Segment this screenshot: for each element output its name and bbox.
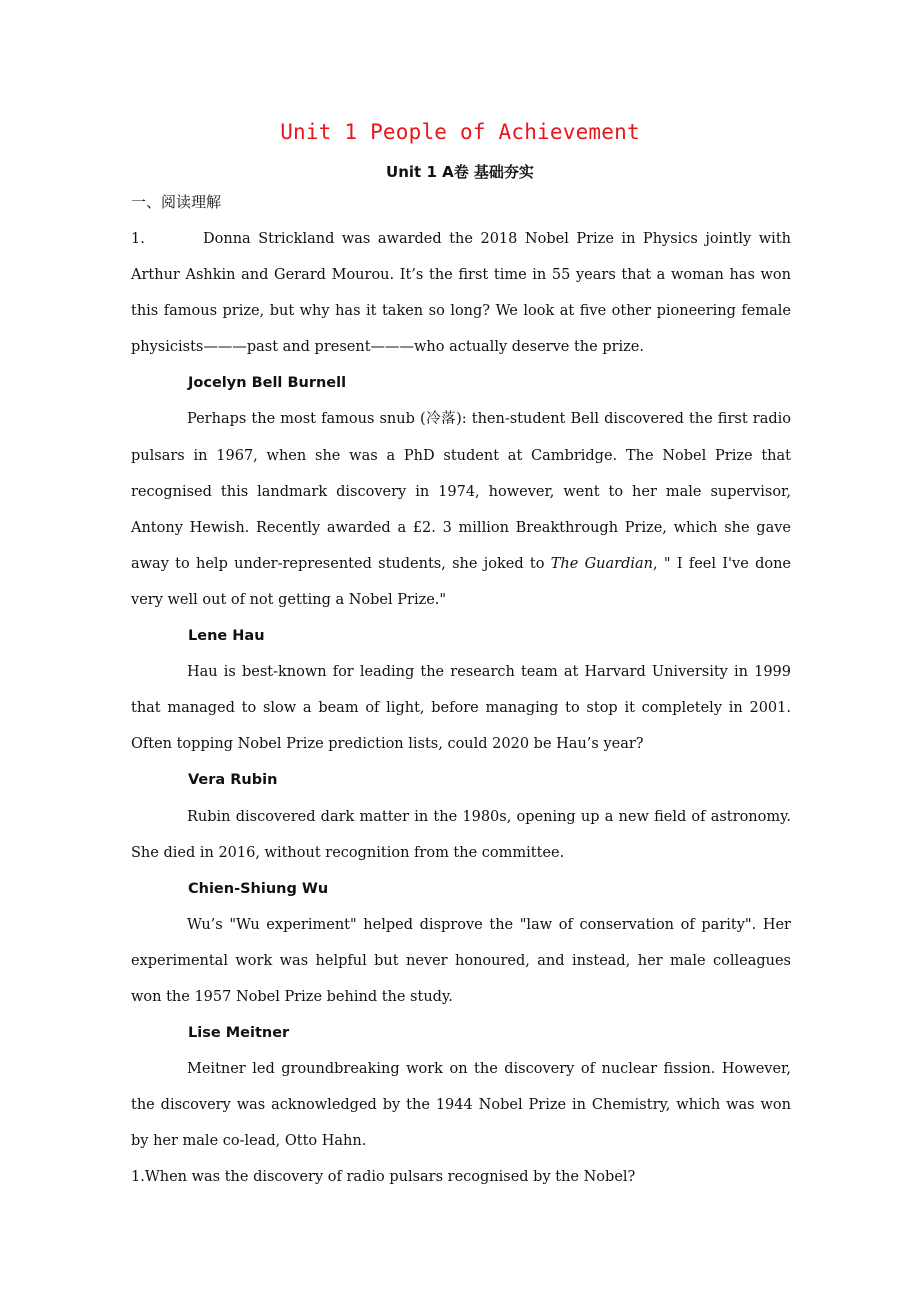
passage-number: 1. [131, 231, 145, 247]
page-subtitle: Unit 1 A卷 基础夯实 [386, 163, 534, 181]
page-title: Unit 1 People of Achievement [280, 120, 640, 144]
section-heading: 一、阅读理解 [131, 193, 222, 211]
person-paragraph: Wu’s "Wu experiment" helped disprove the "law of conservation of parity". Her experimental work was helpful but never honoured, and instead, her male colleagues won the 1957 Nobel Prize behind the study. [131, 916, 791, 1005]
person-heading: Chien-Shiung Wu [188, 880, 329, 897]
person-paragraph: Rubin discovered dark matter in the 1980s, opening up a new field of astronomy. She died in 2016, without recognition from the committee. [131, 808, 791, 861]
person-paragraph: Hau is best-known for leading the research team at Harvard University in 1999 that managed to slow a beam of light, before managing to stop it completely in 2001. Often topping Nobel Prize prediction lists, could 2020 be Hau’s year? [131, 664, 791, 753]
intro-paragraph [131, 221, 791, 365]
person-heading: Jocelyn Bell Burnell [188, 375, 347, 392]
paragraph-text: , " I feel I've done very well out of not getting a Nobel Prize." [131, 555, 792, 608]
person-heading: Lene Hau [188, 628, 265, 645]
person-heading: Lise Meitner [188, 1025, 290, 1042]
question-1: 1.When was the discovery of radio pulsars recognised by the Nobel? [131, 1169, 636, 1186]
paragraph-text: Perhaps the most famous snub (冷落): then-student Bell discovered the first radio pulsars in 1967, when she was a PhD student at Cambridge. The Nobel Prize that recognised this landmark discovery in 1974, however, went to her male supervisor, Antony Hewish. Recently awarded a £2. 3 million Breakthrough Prize, which she gave away to help under-represented students, she joked to [131, 411, 791, 572]
newspaper-name: The Guardian [550, 555, 654, 572]
person-paragraph: Meitner led groundbreaking work on the discovery of nuclear fission. However, the discovery was acknowledged by the 1944 Nobel Prize in Chemistry, which was won by her male co-lead, Otto Hahn. [131, 1061, 791, 1150]
person-heading: Vera Rubin [188, 772, 278, 789]
intro-text: Donna Strickland was awarded the 2018 Nobel Prize in Physics jointly with Arthur Ashkin and Gerard Mourou. It’s the first time in 55 years that a woman has won this famous prize, but why has it taken so long? We look at five other pioneering female physicists———past and present———who actually deserve the prize. [131, 231, 791, 356]
reading-passage [131, 221, 791, 1196]
person-paragraph [131, 401, 791, 618]
